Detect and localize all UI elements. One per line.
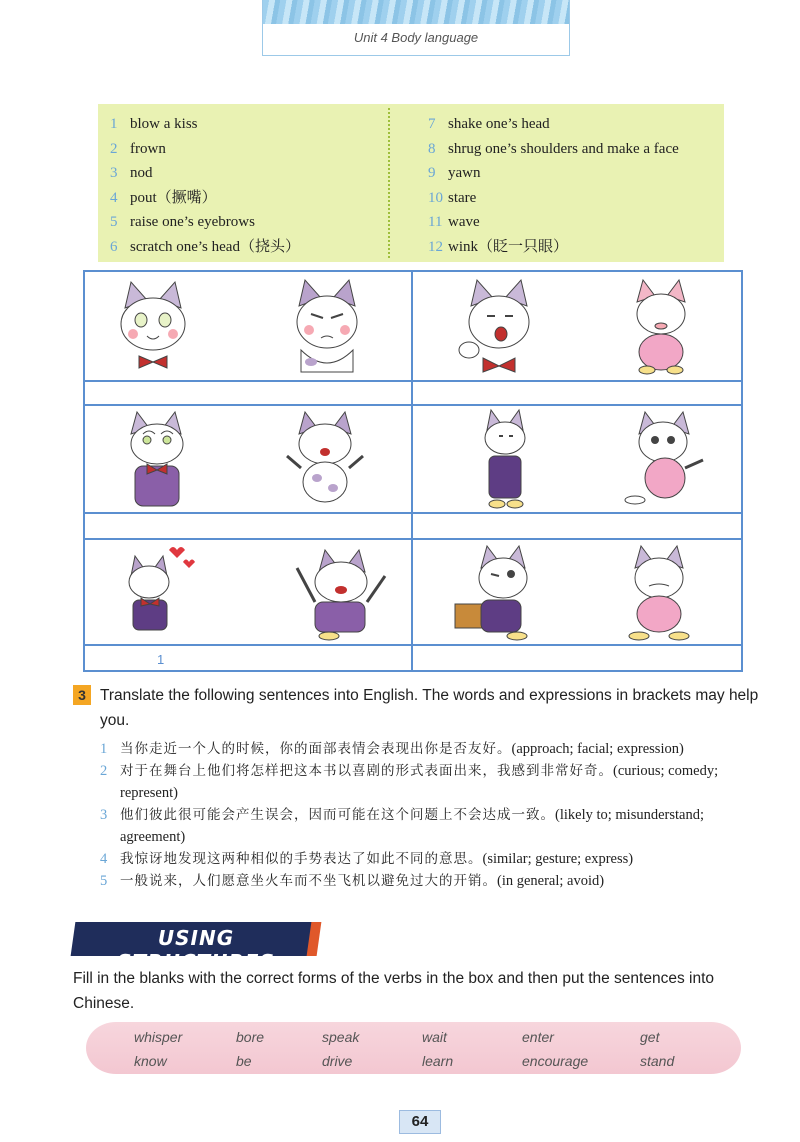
word-box-word: drive xyxy=(322,1053,353,1069)
translation-item: 2 对于在舞台上他们将怎样把这本书以喜剧的形式表面出来，我感到非常好奇。(curious; comedy; represent) xyxy=(100,763,719,801)
vocab-item: 10 stare xyxy=(428,189,477,206)
answer-mark: 1 xyxy=(157,652,165,667)
vocab-item: 8 shrug one’s shoulders and make a face xyxy=(428,140,679,157)
vocab-item: 3 nod xyxy=(110,165,153,181)
vocab-item: 11 wave xyxy=(428,214,480,230)
grid-line xyxy=(85,380,741,382)
vocab-item: 12 wink（眨一只眼） xyxy=(428,238,569,255)
word-box-word: know xyxy=(134,1053,167,1069)
unit-banner xyxy=(262,0,570,56)
cat-shake-head-illustration xyxy=(613,542,699,642)
word-box-word: wait xyxy=(422,1029,447,1045)
page-number: 64 xyxy=(399,1110,441,1134)
word-box-word: be xyxy=(236,1053,252,1069)
section-instruction: Fill in the blanks with the correct forms of the verbs in the box and then put the sentences into Chinese. xyxy=(73,970,715,1012)
cat-blow-kiss-hearts-illustration xyxy=(117,542,203,642)
vocab-item: 2 frown xyxy=(110,140,166,157)
grid-line xyxy=(85,512,741,514)
cat-wink-illustration xyxy=(445,542,541,642)
unit-title: Unit 4 Body language xyxy=(353,30,479,45)
word-box-word: speak xyxy=(322,1029,360,1045)
vocab-column-left xyxy=(110,112,300,259)
vocab-item: 7 shake one’s head xyxy=(428,116,550,132)
translation-item: 1 当你走近一个人的时候，你的面部表情会表现出你是否友好。(approach; facial; expression) xyxy=(100,741,684,757)
cat-stare-illustration xyxy=(621,408,707,510)
cat-picture-grid xyxy=(83,270,743,672)
word-box-word: encourage xyxy=(522,1053,589,1069)
exercise-instruction: Translate the following sentences into English. The words and expressions in brackets may help you. xyxy=(100,687,759,729)
vocab-item: 9 yawn xyxy=(428,165,481,181)
word-box-word: get xyxy=(640,1029,660,1045)
cat-pout-illustration xyxy=(621,276,701,376)
word-box-word: learn xyxy=(422,1053,454,1069)
cat-raise-eyebrows-illustration xyxy=(115,408,199,510)
translation-item: 5 一般说来，人们愿意坐火车而不坐飞机以避免过大的开销。(in general; avoid) xyxy=(100,873,605,889)
grid-line xyxy=(85,538,741,540)
vocab-item: 6 scratch one’s head（挠头） xyxy=(110,238,300,255)
cat-frown-illustration xyxy=(281,276,373,376)
cat-yawn-illustration xyxy=(453,276,545,376)
grid-line xyxy=(85,644,741,646)
cat-wave-illustration xyxy=(285,542,395,642)
cat-scratch-head-illustration xyxy=(475,408,535,510)
grid-line xyxy=(85,404,741,406)
translation-item: 3 他们彼此很可能会产生误会，因而可能在这个问题上不会达成一致。(likely to; misunderstand; agreement) xyxy=(100,807,705,845)
word-box xyxy=(86,1022,741,1074)
cat-shrug-illustration xyxy=(281,408,371,510)
banner-water-strip xyxy=(263,0,569,24)
vocab-column-right xyxy=(428,112,679,259)
word-box-word: whisper xyxy=(134,1029,183,1045)
cat-blow-kiss-illustration xyxy=(103,278,203,374)
word-box-word: stand xyxy=(640,1053,675,1069)
word-box-word: bore xyxy=(236,1029,265,1045)
exercise-number-badge: 3 xyxy=(73,685,91,705)
translation-sentences xyxy=(100,738,760,892)
translation-item: 4 我惊讶地发现这两种相似的手势表达了如此不同的意思。(similar; gesture; express) xyxy=(100,851,634,867)
vocab-item: 5 raise one’s eyebrows xyxy=(110,214,255,230)
vocabulary-box xyxy=(98,104,724,262)
vocab-item: 4 pout（撅嘴） xyxy=(110,189,217,206)
grid-divider-vertical xyxy=(411,272,413,670)
word-box-word: enter xyxy=(522,1029,554,1045)
vocab-divider xyxy=(388,108,390,258)
vocab-item: 1 blow a kiss xyxy=(110,116,198,132)
section-heading: USING STRUCTURES xyxy=(117,926,275,974)
